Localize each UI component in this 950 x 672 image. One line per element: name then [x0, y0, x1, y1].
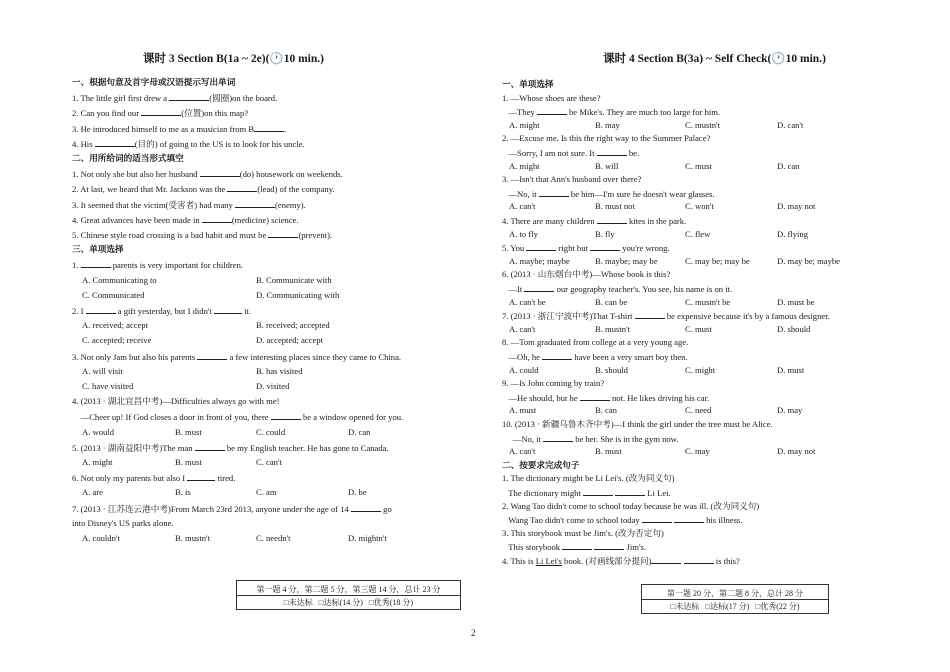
choice-question: 4. (2013 · 湖北宜昌中考)—Difficulties always go with me!: [72, 396, 280, 407]
section-heading: 二、按要求完成句子: [502, 459, 580, 470]
choice-option: A. can't: [509, 323, 536, 334]
answer-blank[interactable]: [537, 107, 567, 115]
choice-option: D. visited: [256, 381, 290, 391]
choice-option: C. may: [685, 446, 710, 457]
choice-question: 5. You right but you're wrong.: [502, 243, 670, 254]
answer-blank[interactable]: [597, 148, 627, 156]
fill-in-question: 5. Chinese style road crossing is a bad habit and must be (prevent).: [72, 230, 333, 240]
fill-in-question: 2. At last, we heard that Mr. Jackson was the (lead) of the company.: [72, 184, 335, 195]
choice-option: B. mustn't: [175, 533, 210, 543]
choice-question: 8. —Tom graduated from college at a very young age.: [502, 337, 689, 348]
choice-option: B. mustn't: [595, 323, 630, 334]
choice-option: C. mustn't: [685, 119, 720, 130]
choice-option: B. must: [595, 446, 622, 457]
answer-blank[interactable]: [590, 243, 620, 251]
choice-option: D. accepted; accept: [256, 335, 324, 346]
choice-question: 2. I a gift yesterday, but I didn't it.: [72, 306, 252, 316]
answer-blank[interactable]: [562, 542, 592, 550]
rewrite-question: 2. Wang Tao didn't come to school today because he was ill. (改为同义句): [502, 500, 760, 511]
answer-blank[interactable]: [202, 215, 232, 223]
choice-option: C. have visited: [82, 381, 134, 391]
choice-option: A. would: [82, 426, 114, 437]
choice-option: A. can't: [509, 201, 536, 212]
choice-question: 7. (2013 · 江苏连云港中考)From March 23rd 2013, anyone under the age of 14 go: [72, 503, 392, 514]
rewrite-question: 1. The dictionary might be Li Lei's. (改为同义句): [502, 473, 675, 484]
choice-question-cont: —They be Mike's. They are much too large for him.: [502, 107, 721, 118]
choice-question-cont: —It our geography teacher's. You see, his name is on it.: [502, 284, 733, 294]
choice-option: A. Communicating to: [82, 274, 157, 285]
fill-in-question: 1. The little girl first drew a (圆圈)on the board.: [72, 93, 278, 104]
fill-in-question: 3. It seemed that the victim(受害者) had many (enemy).: [72, 199, 306, 210]
answer-blank[interactable]: [684, 556, 714, 564]
answer-blank[interactable]: [635, 311, 665, 319]
choice-option: B. must not: [595, 201, 635, 212]
left-score-points: 第一题 4 分，第二题 5 分，第三题 14 分，总计 23 分: [256, 585, 441, 594]
section-heading: 二、用所给词的适当形式填空: [72, 153, 184, 163]
choice-option: D. should: [777, 323, 811, 334]
section-heading: 一、单项选择: [502, 79, 554, 89]
right-page: [475, 0, 950, 672]
choice-option: B. can: [595, 405, 617, 416]
choice-question: 5. (2013 · 湖南益阳中考)The man be my English teacher. He has gone to Canada.: [72, 442, 389, 453]
answer-blank[interactable]: [594, 542, 624, 550]
choice-question-cont: —Sorry, I am not sure. It be.: [502, 148, 640, 158]
section-heading: 一、根据句意及首字母或汉语提示写出单词: [72, 77, 236, 87]
choice-option: A. can't be: [509, 296, 546, 307]
right-score-levels: □未达标 □达标(17 分) □优秀(22 分): [670, 602, 800, 611]
choice-option: D. Communicating with: [256, 289, 340, 300]
right-score-points: 第一题 20 分，第二题 8 分，总计 28 分: [667, 589, 803, 598]
choice-question: 7. (2013 · 浙江宁波中考)That T-shirt be expensive because it's by a famous designer.: [502, 311, 830, 322]
choice-option: B. will: [595, 160, 619, 171]
answer-blank[interactable]: [254, 124, 284, 132]
choice-option: C. must: [685, 160, 712, 171]
choice-option: A. will visit: [82, 365, 123, 376]
left-score-box: [236, 580, 461, 610]
choice-question: 3. Not only Jam but also his parents a few interesting places since they came to China.: [72, 351, 402, 362]
choice-option: B. should: [595, 364, 628, 375]
fill-in-question: 2. Can you find our (位置)on this map?: [72, 108, 249, 119]
answer-blank[interactable]: [580, 393, 610, 401]
choice-option: D. can: [348, 426, 371, 437]
choice-question: 1. parents is very important for children.: [72, 260, 244, 271]
answer-blank[interactable]: [524, 284, 554, 292]
fill-in-question: 4. Great advances have been made in (medicine) science.: [72, 214, 299, 225]
answer-blank[interactable]: [351, 504, 381, 512]
choice-option: D. flying: [777, 228, 809, 239]
choice-question-cont: —No, it be her. She is in the gym now.: [502, 433, 679, 444]
answer-blank[interactable]: [543, 434, 573, 442]
choice-option: C. won't: [685, 201, 714, 212]
choice-option: D. mightn't: [348, 533, 387, 543]
choice-question-cont: —Oh, he have been a very smart boy then.: [502, 352, 688, 362]
rewrite-answer-line: Wang Tao didn't come to school today his illness.: [502, 515, 743, 526]
rewrite-question: 4. This is Li Lei's book. (对画线部分提问) is this?: [502, 556, 740, 566]
choice-option: D. may: [777, 405, 803, 416]
answer-blank[interactable]: [583, 488, 613, 496]
choice-option: D. may be; maybe: [777, 255, 841, 266]
choice-option: D. can't: [777, 119, 804, 130]
right-score-box: [641, 584, 829, 614]
choice-option: C. might: [685, 364, 716, 375]
choice-question-cont: —No, it be him—I'm sure he doesn't wear glasses.: [502, 188, 715, 199]
choice-option: A. might: [509, 160, 540, 171]
choice-option: A. couldn't: [82, 533, 120, 543]
answer-blank[interactable]: [200, 169, 240, 177]
answer-blank[interactable]: [542, 352, 572, 360]
page-number: 2: [471, 628, 476, 638]
choice-question-cont: —He should, but he not. He likes driving his car.: [502, 392, 710, 403]
choice-option: A. maybe; maybe: [509, 255, 570, 266]
choice-option: B. Communicate with: [256, 274, 332, 285]
rewrite-question: 3. This storybook must be Jim's. (改为否定句): [502, 527, 664, 538]
choice-option: C. mustn't be: [685, 296, 731, 307]
choice-option: B. may: [595, 119, 620, 130]
choice-option: A. could: [509, 364, 539, 375]
rewrite-answer-line: The dictionary might Li Lei.: [502, 488, 671, 498]
choice-option: A. received; accept: [82, 320, 149, 331]
choice-option: C. could: [256, 426, 286, 437]
choice-question: 6. Not only my parents but also I tired.: [72, 473, 236, 484]
answer-blank[interactable]: [141, 108, 181, 116]
choice-option: D. must: [777, 364, 805, 375]
answer-blank[interactable]: [95, 139, 135, 147]
choice-option: B. received; accepted: [256, 320, 330, 331]
answer-blank[interactable]: [271, 412, 301, 420]
answer-blank[interactable]: [615, 488, 645, 496]
choice-option: D. may not: [777, 446, 816, 457]
choice-option: A. can't: [509, 446, 536, 457]
choice-option: B. must: [175, 457, 202, 467]
choice-question-cont: —Cheer up! If God closes a door in front of you, there be a window opened for you.: [72, 412, 404, 423]
choice-option: C. need: [685, 405, 712, 416]
score-divider: [642, 599, 828, 600]
choice-option: B. has visited: [256, 365, 303, 376]
choice-option: C. may be; may be: [685, 255, 750, 266]
answer-blank[interactable]: [227, 184, 257, 192]
answer-blank[interactable]: [651, 556, 681, 564]
choice-option: B. maybe; may be: [595, 255, 658, 266]
choice-option: A. to fly: [509, 228, 538, 239]
answer-blank[interactable]: [235, 200, 275, 208]
fill-in-question: 4. His (目的) of going to the US is to look for his uncle.: [72, 138, 305, 149]
answer-blank[interactable]: [674, 515, 704, 523]
section-heading: 三、单项选择: [72, 244, 124, 255]
answer-blank[interactable]: [597, 216, 627, 224]
choice-question-cont: into Disney's US parks alone.: [72, 517, 174, 528]
lesson-3-title: 课时 3 Section B(1a ~ 2e)(🕐10 min.): [143, 53, 324, 65]
left-score-levels: □未达标 □达标(14 分) □优秀(18 分): [283, 598, 414, 607]
choice-option: B. is: [175, 487, 191, 498]
choice-option: A. might: [82, 457, 113, 467]
choice-option: A. must: [509, 405, 537, 416]
choice-option: B. fly: [595, 228, 615, 239]
choice-option: C. must: [685, 323, 712, 334]
answer-blank[interactable]: [268, 230, 298, 238]
choice-option: C. flew: [685, 228, 711, 239]
choice-option: D. be: [348, 487, 367, 498]
rewrite-answer-line: This storybook Jim's.: [502, 542, 647, 553]
underlined-text: Li Lei's: [535, 556, 562, 566]
choice-option: C. accepted; receive: [82, 335, 152, 346]
choice-option: D. must be: [777, 296, 815, 307]
choice-option: C. needn't: [256, 533, 291, 543]
choice-question: 6. (2013 · 山东烟台中考)—Whose book is this?: [502, 269, 671, 280]
choice-question: 9. —Is John coming by train?: [502, 378, 605, 389]
choice-option: D. can: [777, 160, 800, 171]
fill-in-question: 3. He introduced himself to me as a musician from B .: [72, 123, 287, 134]
choice-option: D. may not: [777, 201, 816, 212]
choice-option: A. might: [509, 119, 540, 130]
choice-question: 1. —Whose shoes are these?: [502, 92, 601, 103]
choice-question: 2. —Excuse me. Is this the right way to the Summer Palace?: [502, 133, 711, 144]
choice-option: B. can be: [595, 296, 628, 307]
lesson-4-title: 课时 4 Section B(3a) ~ Self Check(🕐10 min.): [603, 53, 826, 65]
choice-option: A. are: [82, 487, 103, 498]
choice-option: B. must: [175, 426, 202, 437]
answer-blank[interactable]: [81, 260, 111, 268]
answer-blank[interactable]: [187, 473, 215, 481]
choice-question: 3. —Isn't that Ann's husband over there?: [502, 174, 642, 185]
answer-blank[interactable]: [169, 93, 209, 101]
answer-blank[interactable]: [539, 189, 569, 197]
answer-blank[interactable]: [195, 443, 225, 451]
choice-question: 10. (2013 · 新疆乌鲁木齐中考)—I think the girl under the tree must be Alice.: [502, 419, 773, 429]
answer-blank[interactable]: [526, 243, 556, 251]
choice-option: C. can't: [256, 457, 282, 467]
choice-option: C. Communicated: [82, 289, 145, 300]
answer-blank[interactable]: [642, 515, 672, 523]
answer-blank[interactable]: [197, 352, 227, 360]
answer-blank[interactable]: [214, 306, 242, 314]
choice-question: 4. There are many children kites in the park.: [502, 216, 687, 226]
score-divider: [237, 595, 460, 596]
choice-option: C. am: [256, 487, 277, 498]
fill-in-question: 1. Not only she but also her husband (do) housework on weekends.: [72, 169, 343, 180]
answer-blank[interactable]: [86, 306, 116, 314]
